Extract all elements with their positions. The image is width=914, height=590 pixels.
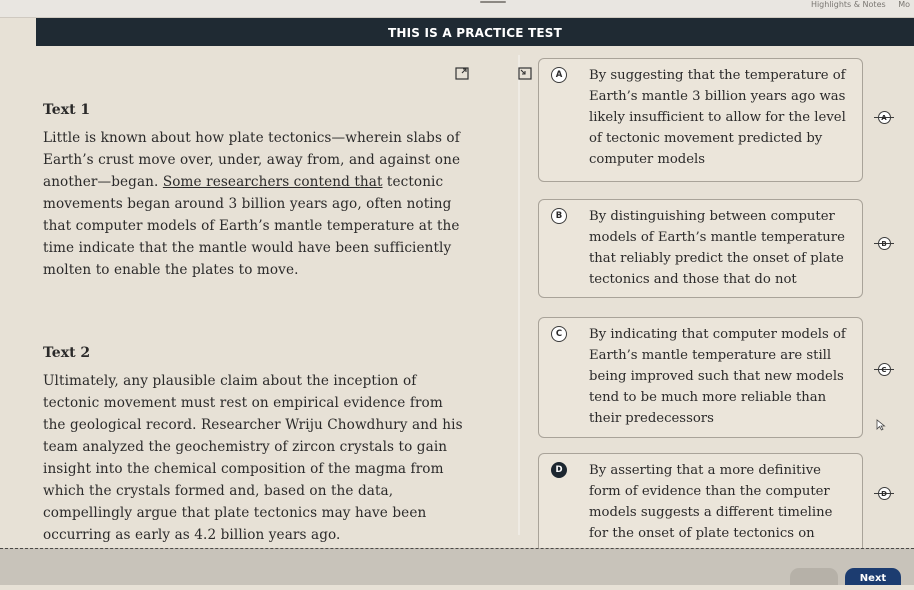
- highlights-notes-tab[interactable]: Highlights & Notes: [810, 0, 886, 9]
- eliminate-d-label: D: [881, 490, 887, 498]
- text1-body: [43, 127, 463, 281]
- collapse-icon[interactable]: [518, 67, 532, 80]
- answer-choice-c[interactable]: [538, 317, 863, 438]
- text1-underlined-phrase[interactable]: Some researchers contend that: [162, 174, 383, 190]
- top-tabs: [801, 0, 910, 9]
- drag-handle[interactable]: [480, 1, 506, 3]
- text2-body: Ultimately, any plausible claim about the inception of tectonic movement must rest on empirical evidence from the geological record. Researcher Wriju Chowdhury and his team analyzed the geochemistry of zircon crystals to gain insight into the chemical composition of the magma from which the crystals formed and, based on the data, compellingly argue that plate tectonics may have been occurring as early as 4.2 billion years ago.: [43, 373, 463, 543]
- answer-choice-d[interactable]: [538, 453, 863, 557]
- choice-text-d: By asserting that a more definitive form of evidence than the computer models suggests a different timeline for the onset of plate tectonics on: [589, 463, 833, 541]
- text1-title: Text 1: [43, 102, 91, 118]
- choice-letter-a: A: [551, 67, 567, 83]
- eliminate-d-button[interactable]: [874, 487, 894, 500]
- text1-passage: [43, 99, 463, 281]
- choice-letter-b: B: [551, 208, 567, 224]
- choice-letter-c: C: [551, 326, 567, 342]
- text2-title: Text 2: [43, 345, 91, 361]
- top-bar: [0, 0, 914, 18]
- expand-icon[interactable]: [455, 67, 469, 80]
- footer-divider: [0, 548, 914, 549]
- eliminate-c-button[interactable]: [874, 363, 894, 376]
- choice-letter-d: D: [551, 462, 567, 478]
- answer-choice-a[interactable]: [538, 58, 863, 182]
- pane-divider[interactable]: [518, 55, 520, 535]
- eliminate-b-button[interactable]: [874, 237, 894, 250]
- next-button[interactable]: Next: [845, 568, 901, 585]
- choice-text-b: By distinguishing between computer models of Earth’s mantle temperature that reliably predict the onset of plate tectonics and those that do not: [589, 209, 845, 287]
- back-button[interactable]: [790, 568, 838, 585]
- text2-passage: [43, 342, 463, 546]
- text1-body-end: tectonic movements began around 3 billion years ago, often noting that computer models of Earth’s mantle temperature at the time indicate that the mantle would have been sufficiently molten to enable the plates to move.: [43, 174, 460, 278]
- answer-choice-b[interactable]: [538, 199, 863, 298]
- eliminate-a-label: A: [881, 114, 887, 122]
- text1-body-start: Little is known about how plate tectonics—wherein slabs of Earth’s crust move over, under, away from, and against one another—began.: [43, 130, 461, 190]
- choice-text-c: By indicating that computer models of Earth’s mantle temperature are still being improved such that new models tend to be much more reliable than their predecessors: [589, 327, 846, 426]
- mouse-cursor-icon: [876, 416, 886, 428]
- more-tab[interactable]: Mo: [898, 0, 910, 9]
- practice-test-banner: THIS IS A PRACTICE TEST: [36, 18, 914, 46]
- eliminate-b-label: B: [881, 240, 887, 248]
- eliminate-a-button[interactable]: [874, 111, 894, 124]
- choice-text-a: By suggesting that the temperature of Earth’s mantle 3 billion years ago was likely insufficient to allow for the level of tectonic movement predicted by computer models: [589, 68, 846, 167]
- bottom-bar: [0, 548, 914, 585]
- eliminate-c-label: C: [881, 366, 887, 374]
